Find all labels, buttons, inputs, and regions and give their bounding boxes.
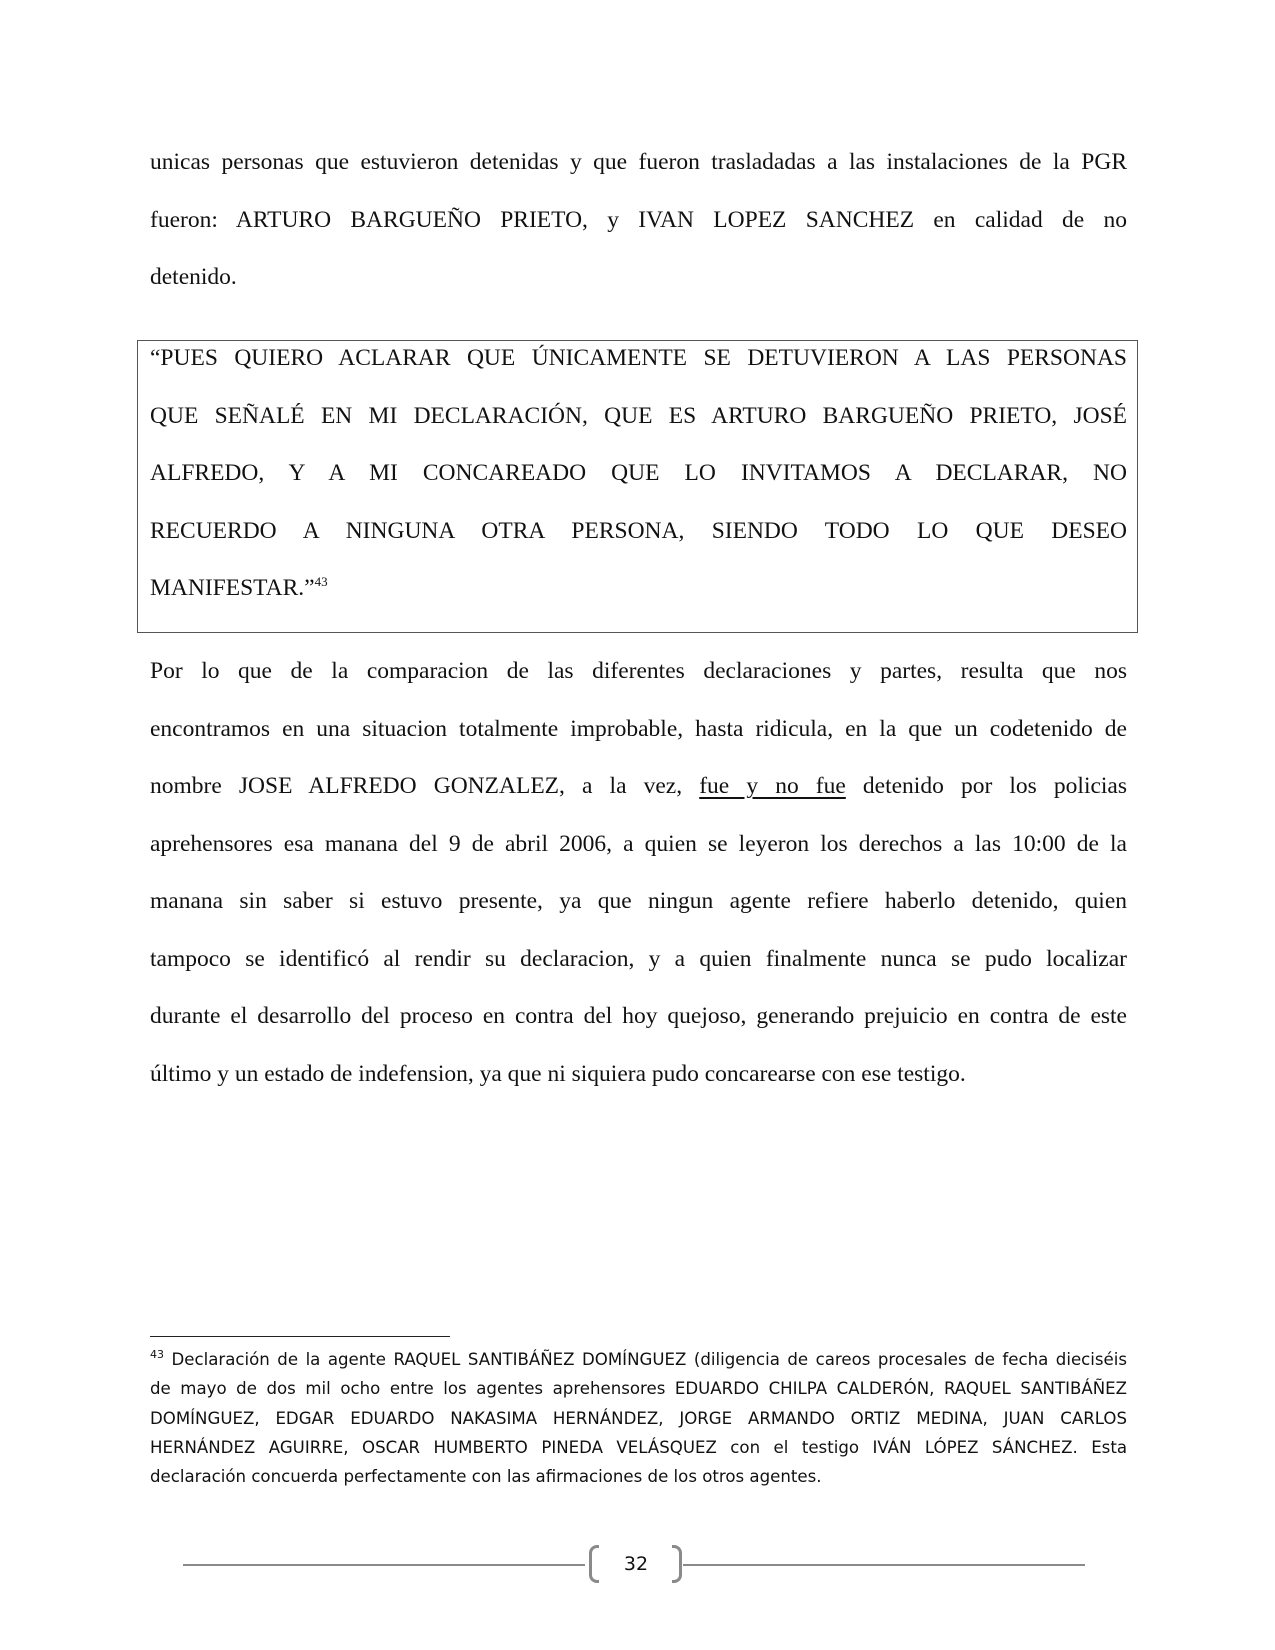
- quote-line: QUE SEÑALÉ EN MI DECLARACIÓN, QUE ES ARTURO BARGUEÑO PRIETO, JOSÉ: [150, 402, 1127, 429]
- footnote-separator: [150, 1336, 450, 1337]
- quote-line-last: [150, 560, 1127, 618]
- body-paragraph: [150, 643, 1127, 1103]
- footer-rule-left: [183, 1564, 585, 1566]
- intro-line: fueron: ARTURO BARGUEÑO PRIETO, y IVAN LOPEZ SANCHEZ en calidad de no: [150, 206, 1127, 233]
- body-line: último y un estado de indefension, ya que ni siquiera pudo concarearse con ese testigo.: [150, 1060, 966, 1087]
- body-line: tampoco se identificó al rendir su declaracion, y a quien finalmente nunca se pudo localizar: [150, 945, 1127, 972]
- body-line: manana sin saber si estuvo presente, ya que ningun agente refiere haberlo detenido, quien: [150, 888, 1127, 914]
- body-text: detenido por los policias: [845, 773, 1128, 799]
- footnote: [150, 1345, 1127, 1491]
- page-number: 32: [623, 1553, 649, 1575]
- intro-line: unicas personas que estuvieron detenidas y que fueron trasladadas a las instalaciones de la PGR: [150, 149, 1127, 175]
- footnote-line: declaración concuerda perfectamente con las afirmaciones de los otros agentes.: [150, 1467, 822, 1487]
- quote-line: “PUES QUIERO ACLARAR QUE ÚNICAMENTE SE DETUVIERON A LAS PERSONAS: [150, 345, 1127, 371]
- footnote-line: [150, 1345, 1127, 1374]
- left-bracket-icon: [589, 1545, 599, 1583]
- right-bracket-icon: [672, 1545, 682, 1583]
- footnote-reference[interactable]: 43: [314, 574, 328, 589]
- footnote-line: de mayo de dos mil ocho entre los agentes aprehensores EDUARDO CHILPA CALDERÓN, RAQUEL SANTIBÁÑEZ: [150, 1379, 1127, 1399]
- quote-line: RECUERDO A NINGUNA OTRA PERSONA, SIENDO TODO LO QUE DESEO: [150, 517, 1127, 544]
- footnote-number: 43: [150, 1348, 164, 1361]
- body-line: encontramos en una situacion totalmente improbable, hasta ridicula, en la que un codetenido de: [150, 715, 1127, 742]
- body-line-underlined-phrase: [150, 758, 1127, 816]
- footnote-text: Declaración de la agente RAQUEL SANTIBÁÑEZ DOMÍNGUEZ (diligencia de careos procesales de fecha dieciséis: [164, 1350, 1127, 1369]
- body-text: nombre JOSE ALFREDO GONZALEZ, a la vez,: [150, 773, 700, 799]
- footer-rule-right: [683, 1564, 1085, 1566]
- block-quote: [150, 330, 1127, 618]
- quote-line: MANIFESTAR.”: [150, 575, 315, 601]
- underlined-phrase: fue y no fue: [699, 773, 846, 799]
- intro-line: detenido.: [150, 264, 237, 290]
- body-line: durante el desarrollo del proceso en contra del hoy quejoso, generando prejuicio en contra de este: [150, 1003, 1127, 1029]
- intro-paragraph: [150, 134, 1127, 307]
- footnote-line: HERNÁNDEZ AGUIRRE, OSCAR HUMBERTO PINEDA VELÁSQUEZ con el testigo IVÁN LÓPEZ SÁNCHEZ. Esta: [150, 1437, 1127, 1457]
- body-line: aprehensores esa manana del 9 de abril 2006, a quien se leyeron los derechos a las 10:00 de la: [150, 830, 1127, 857]
- body-line: Por lo que de la comparacion de las diferentes declaraciones y partes, resulta que nos: [150, 658, 1127, 684]
- quote-line: ALFREDO, Y A MI CONCAREADO QUE LO INVITAMOS A DECLARAR, NO: [150, 460, 1127, 486]
- footnote-line: DOMÍNGUEZ, EDGAR EDUARDO NAKASIMA HERNÁNDEZ, JORGE ARMANDO ORTIZ MEDINA, JUAN CARLOS: [150, 1408, 1127, 1428]
